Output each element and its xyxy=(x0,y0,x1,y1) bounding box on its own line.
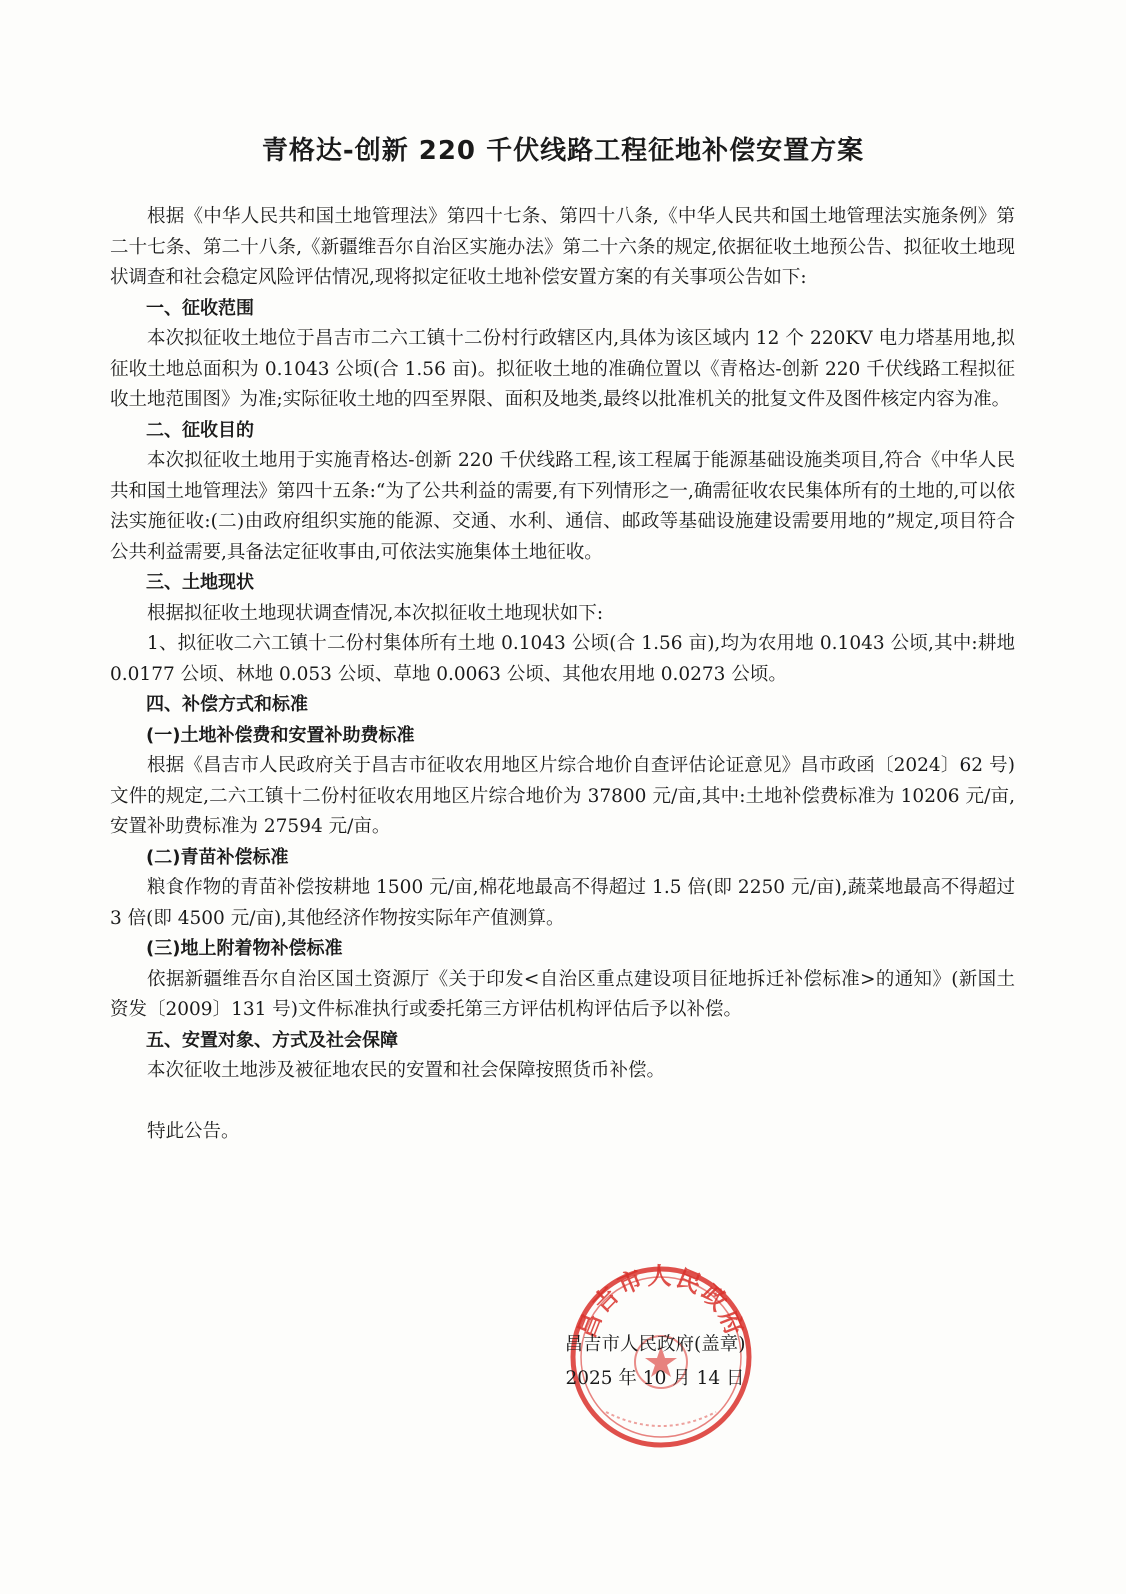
section-heading: 四、补偿方式和标准 xyxy=(146,694,308,715)
body-paragraph: 根据《昌吉市人民政府关于昌吉市征收农用地区片综合地价自查评估论证意见》昌市政函〔2024〕62 号)文件的规定,二六工镇十二份村征收农用地区片综合地价为 37800 元/亩,其中:土地补偿费标准为 10206 元/亩,安置补助费标准为 27594 元/亩。 xyxy=(110,755,1015,837)
body-paragraph: 根据《中华人民共和国土地管理法》第四十七条、第四十八条,《中华人民共和国土地管理法实施条例》第二十七条、第二十八条,《新疆维吾尔自治区实施办法》第二十六条的规定,依据征收土地预公告、拟征收土地现状调查和社会稳定风险评估情况,现将拟定征收土地补偿安置方案的有关事项公告如下: xyxy=(110,206,1015,288)
closing-line: 特此公告。 xyxy=(147,1120,240,1142)
body-paragraph: 根据拟征收土地现状调查情况,本次拟征收土地现状如下: xyxy=(147,602,604,624)
section-heading: 三、土地现状 xyxy=(146,572,254,593)
document-body xyxy=(110,202,1015,1147)
section-heading: (三)地上附着物补偿标准 xyxy=(146,938,343,959)
signature-block xyxy=(540,1328,770,1396)
section-heading: 五、安置对象、方式及社会保障 xyxy=(146,1029,398,1051)
body-paragraph: 本次征收土地涉及被征地农民的安置和社会保障按照货币补偿。 xyxy=(147,1060,666,1081)
issuer-name: 昌吉市人民政府(盖章) xyxy=(564,1334,746,1355)
section-heading: (一)土地补偿费和安置补助费标准 xyxy=(146,724,415,746)
section-heading: 一、征收范围 xyxy=(146,297,254,319)
body-paragraph: 本次拟征收土地位于昌吉市二六工镇十二份村行政辖区内,具体为该区域内 12 个 220KV 电力塔基用地,拟征收土地总面积为 0.1043 公顷(合 1.56 亩)。拟征收土地的准确位置以《青格达-创新 220 千伏线路工程拟征收土地范围图》为准;实际征收土地的四至界限、面积及地类,最终以批准机关的批复文件及图件核定内容为准。 xyxy=(110,328,1015,410)
issue-date: 2025 年 10 月 14 日 xyxy=(565,1368,745,1389)
svg-text:昌吉市人民政府: 昌吉市人民政府 xyxy=(572,1262,750,1342)
body-paragraph: 粮食作物的青苗补偿按耕地 1500 元/亩,棉花地最高不得超过 1.5 倍(即 2250 元/亩),蔬菜地最高不得超过 3 倍(即 4500 元/亩),其他经济作物按实际年产值测算。 xyxy=(110,877,1015,929)
body-paragraph: 本次拟征收土地用于实施青格达-创新 220 千伏线路工程,该工程属于能源基础设施类项目,符合《中华人民共和国土地管理法》第四十五条:“为了公共利益的需要,有下列情形之一,确需征收农民集体所有的土地的,可以依法实施征收:(二)由政府组织实施的能源、交通、水利、通信、邮政等基础设施建设需要用地的”规定,项目符合公共利益需要,具备法定征收事由,可依法实施集体土地征收。 xyxy=(110,450,1015,563)
body-paragraph: 1、拟征收二六工镇十二份村集体所有土地 0.1043 公顷(合 1.56 亩),均为农用地 0.1043 公顷,其中:耕地 0.0177 公顷、林地 0.053 公顷、草地 0.0063 公顷、其他农用地 0.0273 公顷。 xyxy=(110,633,1015,685)
section-heading: (二)青苗补偿标准 xyxy=(146,846,289,868)
body-paragraph: 依据新疆维吾尔自治区国土资源厅《关于印发<自治区重点建设项目征地拆迁补偿标准>的通知》(新国土资发〔2009〕131 号)文件标准执行或委托第三方评估机构评估后予以补偿。 xyxy=(110,968,1015,1020)
document-title: 青格达-创新 220 千伏线路工程征地补偿安置方案 xyxy=(261,136,865,166)
section-heading: 二、征收目的 xyxy=(146,419,254,441)
